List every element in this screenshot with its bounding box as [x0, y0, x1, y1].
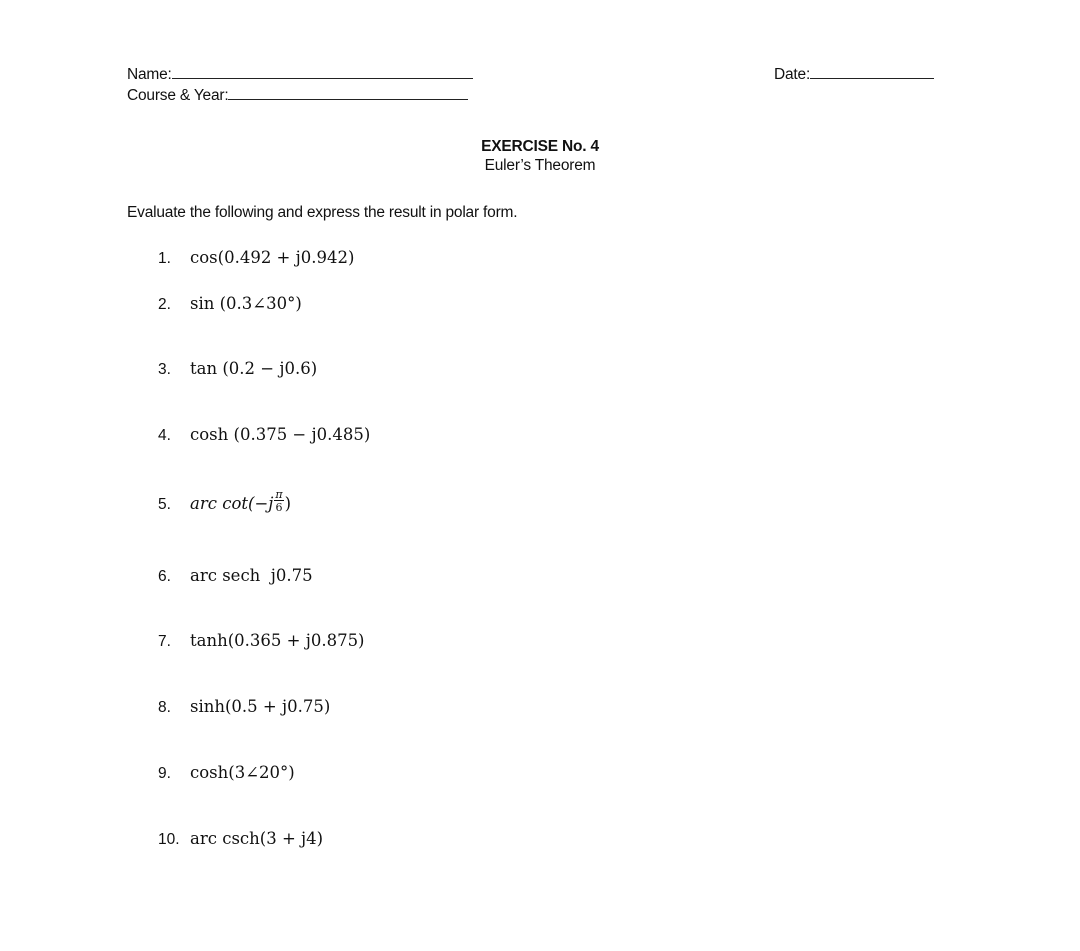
date-field[interactable]	[774, 64, 934, 84]
exercise-subtitle: Euler’s Theorem	[484, 157, 596, 174]
problem-expression: cos(0.492 + j0.942)	[190, 248, 355, 267]
problem-number: 8.	[158, 699, 171, 716]
problem-item	[158, 697, 330, 717]
instructions-text: Evaluate the following and express the result in polar form.	[127, 204, 518, 221]
name-label: Name:	[127, 66, 172, 83]
problem-number: 10.	[158, 831, 180, 848]
name-blank-line[interactable]	[172, 64, 473, 79]
expr-prefix: arc cot(−j	[190, 493, 274, 513]
problem-expression: cosh(3∠20°)	[190, 763, 295, 782]
problem-item	[158, 248, 354, 268]
problem-item	[158, 359, 317, 379]
problem-item	[158, 829, 323, 849]
exercise-title-block	[0, 138, 1080, 175]
problem-expression: cosh (0.375 − j0.485)	[190, 425, 371, 444]
problem-number: 5.	[158, 495, 171, 513]
name-field[interactable]	[127, 64, 473, 84]
problem-expression: sin (0.3∠30°)	[190, 294, 302, 313]
problem-expression: tanh(0.365 + j0.875)	[190, 631, 365, 650]
course-year-field[interactable]	[127, 85, 468, 105]
expr-suffix: )	[284, 493, 292, 513]
problem-expression: tan (0.2 − j0.6)	[190, 359, 318, 378]
problem-number: 1.	[158, 250, 171, 267]
fraction	[274, 489, 283, 513]
exercise-title: EXERCISE No. 4	[481, 138, 599, 155]
fraction-denominator: 6	[275, 501, 283, 514]
problem-expression: arc csch(3 + j4)	[190, 829, 324, 848]
problem-item	[158, 294, 302, 314]
fraction-numerator: π	[275, 488, 283, 501]
problem-number: 2.	[158, 296, 171, 313]
problem-expression: sinh(0.5 + j0.75)	[190, 697, 331, 716]
problem-number: 6.	[158, 568, 171, 585]
problem-item	[158, 425, 370, 445]
course-year-label: Course & Year:	[127, 87, 229, 104]
problem-number: 3.	[158, 361, 171, 378]
problem-expression: arc sech j0.75	[190, 566, 313, 585]
problem-number: 7.	[158, 633, 171, 650]
problem-number: 9.	[158, 765, 171, 782]
problem-item	[158, 763, 295, 783]
problem-expression	[190, 488, 292, 514]
date-blank-line[interactable]	[810, 64, 934, 79]
problem-item	[158, 631, 365, 651]
problem-number: 4.	[158, 427, 171, 444]
problem-item	[158, 488, 292, 516]
date-label: Date:	[774, 66, 811, 83]
course-year-blank-line[interactable]	[228, 85, 468, 100]
problem-item	[158, 566, 313, 586]
